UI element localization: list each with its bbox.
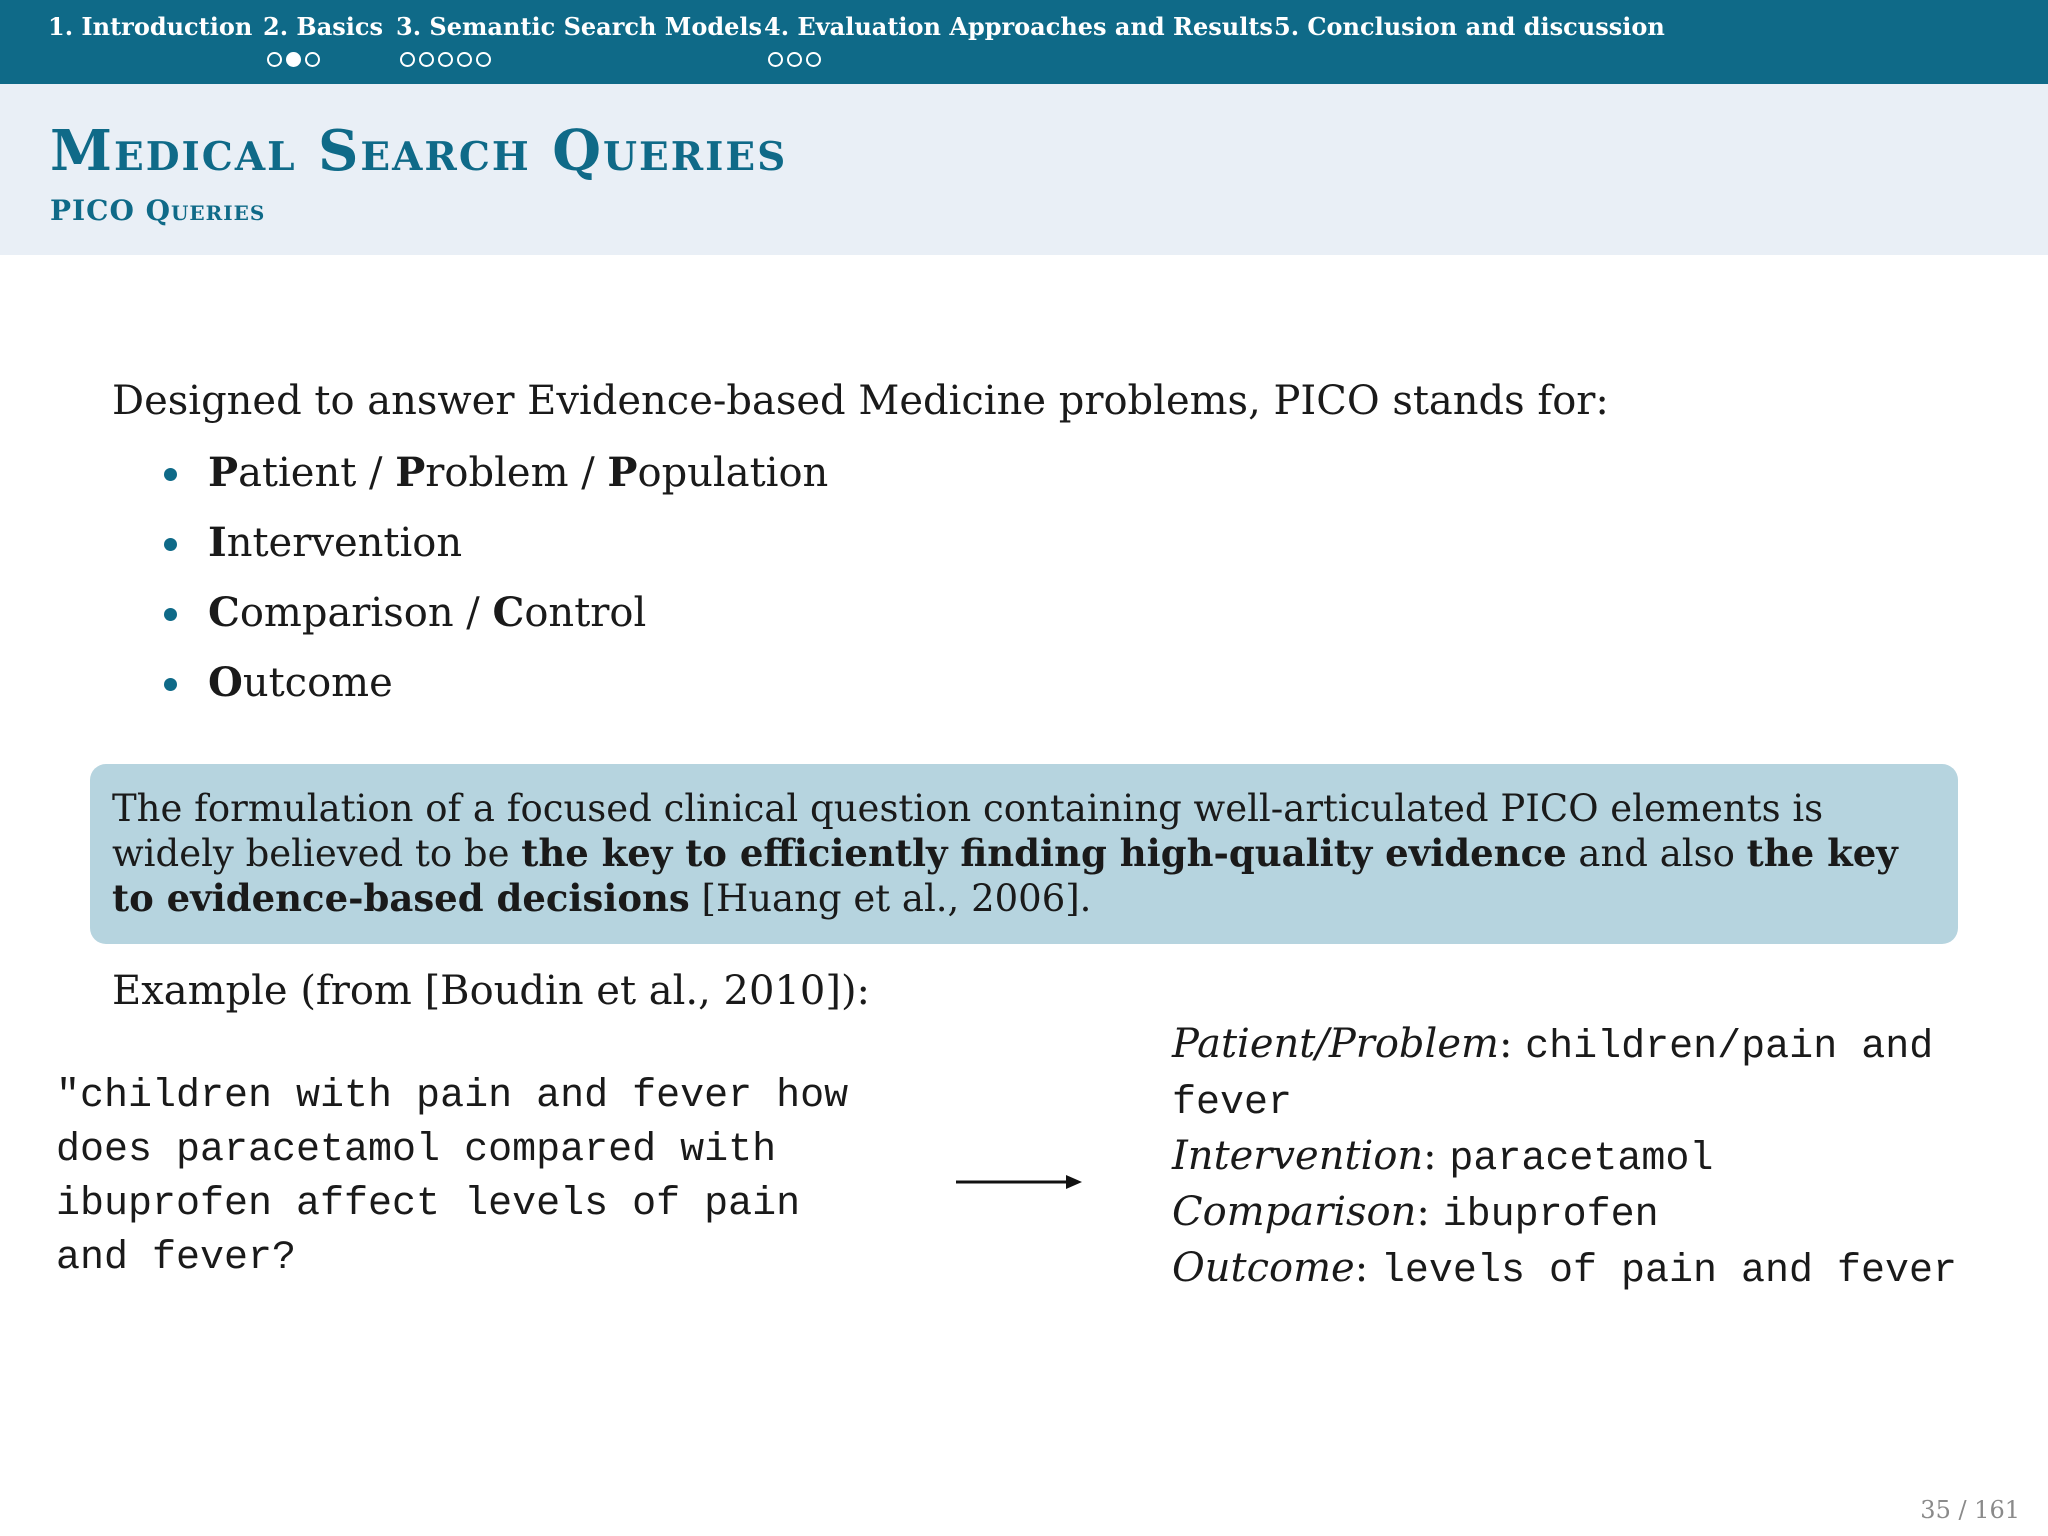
slide-dot[interactable] [419,52,434,67]
slide-dot[interactable] [305,52,320,67]
pico-text: opulation [637,450,829,496]
bullet-icon [164,538,177,551]
nav-dots-basics [267,52,320,67]
breakdown-value: paracetamol [1449,1137,1714,1182]
breakdown-label: Outcome [1172,1245,1355,1291]
example-query: "children with pain and fever how does paracetamol compared with ibuprofen affect levels of pain and fever? [56,1074,873,1281]
frame-title: Medical Search Queries [50,118,788,184]
slide-dot[interactable] [438,52,453,67]
slide-dot[interactable] [400,52,415,67]
right-arrow-icon [956,1172,1082,1192]
example-heading: Example (from [Boudin et al., 2010]): [112,968,871,1014]
breakdown-label: Comparison [1172,1189,1417,1235]
pico-initial: P [607,449,638,496]
pico-text: utcome [242,660,393,706]
pico-initial: P [395,449,426,496]
breakdown-intervention: Intervention: paracetamol [1172,1133,1714,1182]
slide-dot[interactable] [476,52,491,67]
pico-initial: C [492,589,525,636]
quote-citation: [Huang et al., 2006]. [689,877,1092,920]
nav-section-basics[interactable]: 2. Basics [263,12,383,41]
bullet-icon [164,468,177,481]
breakdown-comparison: Comparison: ibuprofen [1172,1189,1659,1238]
pico-item-patient [160,448,828,518]
intro-text: Designed to answer Evidence-based Medicine problems, PICO stands for: [112,378,1609,424]
pico-initial: C [208,589,240,636]
pico-item-comparison [160,588,828,658]
breakdown-value: children/pain and fever [1172,1025,1934,1126]
breakdown-label: Intervention [1172,1133,1424,1179]
nav-section-introduction[interactable]: 1. Introduction [48,12,253,41]
nav-section-evaluation[interactable]: 4. Evaluation Approaches and Results [764,12,1273,41]
page-number: 35 / 161 [1920,1496,2020,1524]
pico-list [160,448,828,728]
nav-section-semantic-search-models[interactable]: 3. Semantic Search Models [396,12,763,41]
highlight-block [90,764,1958,944]
slide-dot[interactable] [806,52,821,67]
slide-dot[interactable] [787,52,802,67]
quote-text: The formulation of a focused clinical question containing well-articulated PICO elements is widely believed to be [112,787,1824,875]
frame-title-band [0,84,2048,255]
slide-dot[interactable] [267,52,282,67]
breakdown-label: Patient/Problem [1172,1021,1499,1067]
pico-initial: P [208,449,239,496]
pico-text: roblem / [425,450,608,496]
breakdown-value: levels of pain and fever [1380,1249,1958,1294]
nav-dots-semantic-search-models [400,52,491,67]
breakdown-value: ibuprofen [1442,1193,1659,1238]
pico-item-intervention [160,518,828,588]
pico-breakdown [1172,1018,1962,1298]
slide-dot-current[interactable] [286,52,301,67]
pico-initial: I [208,519,227,566]
bullet-icon [164,678,177,691]
breakdown-patient: Patient/Problem: children/pain and fever [1172,1021,1934,1126]
quote-bold: the key to efficiently finding high-quality evidence [521,831,1567,875]
pico-text: ontrol [524,590,647,636]
pico-initial: O [208,659,243,706]
pico-text: omparison / [239,590,493,636]
pico-text: ntervention [226,520,463,566]
bullet-icon [164,608,177,621]
section-navigation-bar [0,0,2048,84]
pico-item-outcome [160,658,828,728]
nav-dots-evaluation [768,52,821,67]
slide-dot[interactable] [457,52,472,67]
nav-section-conclusion[interactable]: 5. Conclusion and discussion [1274,12,1665,41]
breakdown-outcome: Outcome: levels of pain and fever [1172,1245,1958,1294]
pico-text: atient / [238,450,396,496]
slide-dot[interactable] [768,52,783,67]
frame-subtitle: PICO Queries [50,194,266,227]
quote-bold: the key to evidence-based decisions [112,831,1898,920]
quote-text: and also [1566,832,1747,875]
